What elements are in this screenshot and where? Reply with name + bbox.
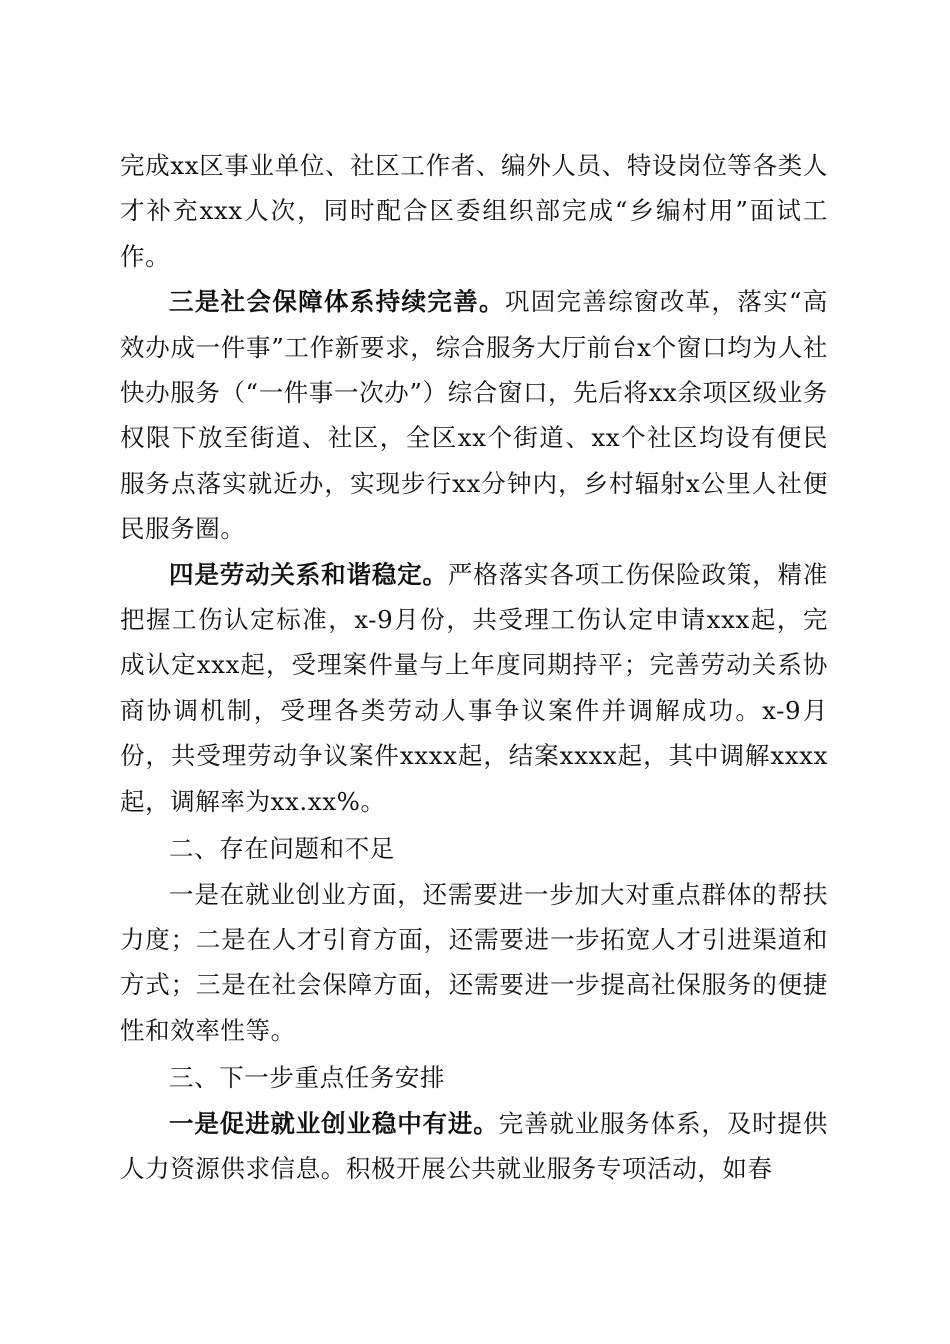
paragraph-text: 巩固完善综窗改革，落实“高效办成一件事”工作新要求，综合服务大厅前台x个窗口均为人社快办服务（“一件事一次办”）综合窗口，先后将xx余项区级业务权限下放至街道、社区，全区xx个街道、xx个社区均设有便民服务点落实就近办，实现步行xx分钟内，乡村辐射x公里人社便民服务圈。 [120, 287, 828, 544]
document-body [120, 143, 828, 1191]
paragraph-social-security [120, 279, 828, 551]
paragraph-problems [120, 872, 828, 1054]
paragraph-employment [120, 1101, 828, 1192]
paragraph-text: 完善就业服务体系，及时提供人力资源供求信息。积极开展公共就业服务专项活动，如春 [120, 1108, 828, 1183]
paragraph-text: 一是在就业创业方面，还需要进一步加大对重点群体的帮扶力度；二是在人才引育方面，还需要进一步拓宽人才引进渠道和方式；三是在社会保障方面，还需要进一步提高社保服务的便捷性和效率性等。 [120, 879, 828, 1045]
paragraph-talent-supplement [120, 143, 828, 279]
paragraph-lead: 一是促进就业创业稳中有进。 [169, 1108, 499, 1138]
paragraph-labor-relations [120, 552, 828, 824]
paragraph-lead: 四是劳动关系和谐稳定。 [169, 559, 448, 589]
paragraph-text: 严格落实各项工伤保险政策，精准把握工伤认定标准，x-9月份，共受理工伤认定申请xxx起，完成认定xxx起，受理案件量与上年度同期持平；完善劳动关系协商协调机制，受理各类劳动人事争议案件并调解成功。x-9月份，共受理劳动争议案件xxxx起，结案xxxx起，其中调解xxxx起，调解率为xx.xx%。 [120, 559, 828, 816]
section-heading-problems: 二、存在问题和不足 [169, 834, 395, 864]
paragraph-text: 完成xx区事业单位、社区工作者、编外人员、特设岗位等各类人才补充xxx人次，同时配合区委组织部完成“乡编村用”面试工作。 [120, 151, 828, 271]
paragraph-lead: 三是社会保障体系持续完善。 [169, 287, 505, 317]
section-heading-next-steps: 三、下一步重点任务安排 [169, 1063, 446, 1093]
